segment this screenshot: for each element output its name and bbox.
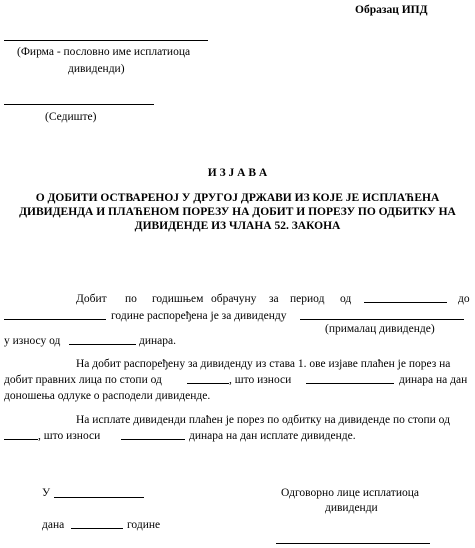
recipient-label: (прималац дивиденде) — [325, 323, 435, 335]
p1-word-1: Добит — [76, 293, 107, 305]
p1-word-5: за — [269, 293, 279, 305]
profit-tax-amount-field[interactable] — [306, 383, 394, 384]
p1-word-3: годишњем — [152, 293, 204, 305]
amount-field[interactable] — [69, 344, 136, 345]
firm-name-label-2: дивиденди) — [68, 63, 125, 75]
p1-line-3a: у износу од — [4, 335, 61, 347]
seat-label: (Седиште) — [45, 111, 97, 123]
period-to-field[interactable] — [4, 319, 106, 320]
responsible-person-label-2: дивиденди — [325, 502, 378, 514]
date-label-year: године — [127, 519, 161, 531]
subtitle-line-2: ДИВИДЕНДА И ПЛАЋЕНОМ ПОРЕЗУ НА ДОБИТ И ПОРЕЗУ ПО ОДБИТКУ НА — [19, 206, 456, 218]
p2-line-2c: динара на дан — [399, 374, 468, 386]
p1-line-2: године распоређена је за дивиденду — [111, 310, 287, 322]
place-label: У — [42, 487, 51, 499]
signature-line[interactable] — [276, 543, 430, 544]
period-from-field[interactable] — [364, 302, 447, 303]
profit-tax-rate-field[interactable] — [187, 383, 229, 384]
p2-line-3: доношења одлуке о расподели дивиденде. — [4, 390, 211, 402]
form-code: Образац ИПД — [355, 4, 428, 16]
page-title: И З Ј А В А — [207, 167, 268, 179]
p2-line-1: На добит распоређену за дивиденду из става 1. ове изјаве плаћен је порез на — [76, 358, 451, 370]
subtitle-line-3: ДИВИДЕНДЕ ИЗ ЧЛАНА 52. ЗАКОНА — [134, 220, 341, 232]
p2-line-2a: добит правних лица по стопи од — [4, 374, 162, 386]
date-field[interactable] — [71, 528, 123, 529]
withholding-amount-field[interactable] — [121, 439, 185, 440]
p3-line-1: На исплате дивиденди плаћен је порез по одбитку на дивиденде по стопи од — [76, 414, 450, 426]
firm-name-label: (Фирма - пословно име исплатиоца — [17, 46, 191, 58]
p1-word-2: по — [125, 293, 137, 305]
p3-line-2b: динара на дан исплате дивиденде. — [189, 430, 356, 442]
p1-line-3b: динара. — [139, 335, 176, 347]
p1-word-4: обрачуну — [211, 293, 257, 305]
firm-name-line[interactable] — [4, 40, 208, 41]
p3-line-2a: , што износи — [38, 430, 101, 442]
subtitle-line-1: О ДОБИТИ ОСТВАРЕНОЈ У ДРУГОЈ ДРЖАВИ ИЗ КОЈЕ ЈЕ ИСПЛАЋЕНА — [35, 192, 440, 204]
seat-line[interactable] — [4, 104, 154, 105]
p1-word-6: период — [290, 293, 325, 305]
withholding-rate-field[interactable] — [4, 439, 38, 440]
date-label: дана — [42, 519, 65, 531]
p2-line-2b: , што износи — [229, 374, 292, 386]
recipient-field[interactable] — [300, 319, 464, 320]
responsible-person-label: Одговорно лице исплатиоца — [281, 487, 419, 499]
p1-word-8: до — [458, 293, 470, 305]
p1-word-7: од — [340, 293, 352, 305]
place-field[interactable] — [54, 497, 144, 498]
